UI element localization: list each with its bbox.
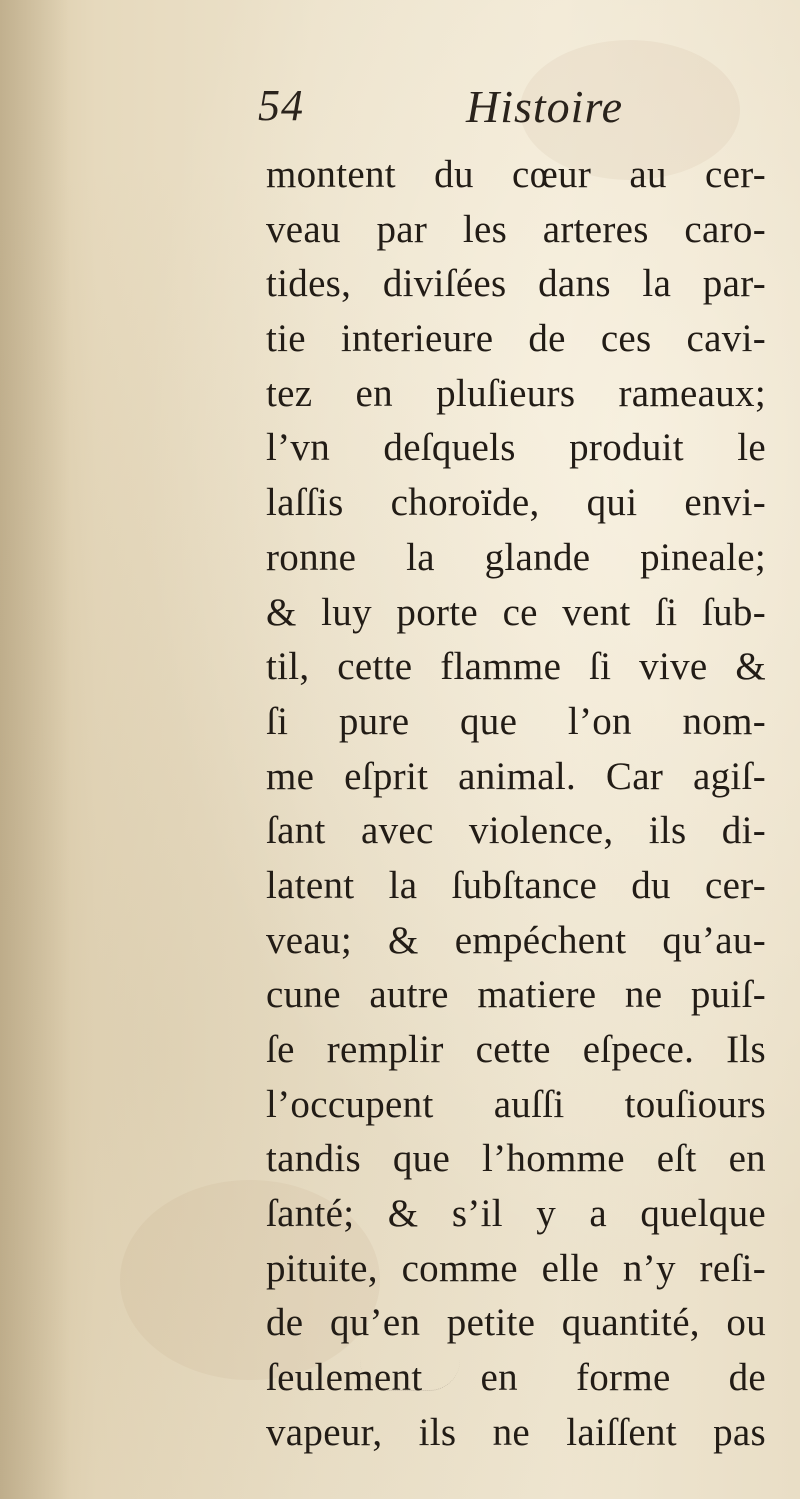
text-line: ſant avec violence, ils di- [266, 809, 766, 853]
text-line: ſeulement en forme de [266, 1356, 766, 1400]
text-line: me eſprit animal. Car agiſ- [266, 754, 766, 798]
text-line: l’occupent auſſi touſiours [266, 1082, 766, 1126]
page-header [258, 80, 678, 140]
text-line: & luy porte ce vent ſi ſub- [266, 590, 766, 634]
text-line: latent la ſubſtance du cer- [266, 863, 766, 907]
text-line: pituite, comme elle n’y reſi- [266, 1246, 766, 1290]
bleed-through-mark [360, 1360, 460, 1391]
running-title: Histoire [466, 81, 624, 132]
text-line: laſſis choroïde, qui envi- [266, 481, 766, 525]
text-line: ſanté; & s’il y a quelque [266, 1192, 766, 1236]
text-line: cune autre matiere ne puiſ- [266, 973, 766, 1017]
text-line: ronne la glande pineale; [266, 535, 766, 579]
text-line: de qu’en petite quantité, ou [266, 1301, 766, 1345]
text-line: tez en pluſieurs rameaux; [266, 371, 766, 415]
page-number: 54 [258, 81, 304, 130]
text-line: til, cette flamme ſi vive & [266, 645, 766, 689]
text-line: vapeur, ils ne laiſſent pas [266, 1410, 766, 1454]
text-line: ſi pure que l’on nom- [266, 699, 766, 743]
text-line: montent du cœur au cer- [266, 153, 766, 196]
text-line: tandis que l’homme eſt en [266, 1137, 766, 1181]
text-line: ſe remplir cette eſpece. Ils [266, 1028, 766, 1071]
gutter-shadow [0, 0, 70, 1499]
body-text [266, 148, 766, 1461]
text-line: veau par les arteres caro- [266, 207, 766, 251]
text-line: tie interieure de ces cavi- [266, 317, 766, 361]
text-line: l’vn deſquels produit le [266, 426, 766, 470]
text-line: tides, diviſées dans la par- [266, 262, 766, 306]
text-line: veau; & empéchent qu’au- [266, 918, 766, 962]
